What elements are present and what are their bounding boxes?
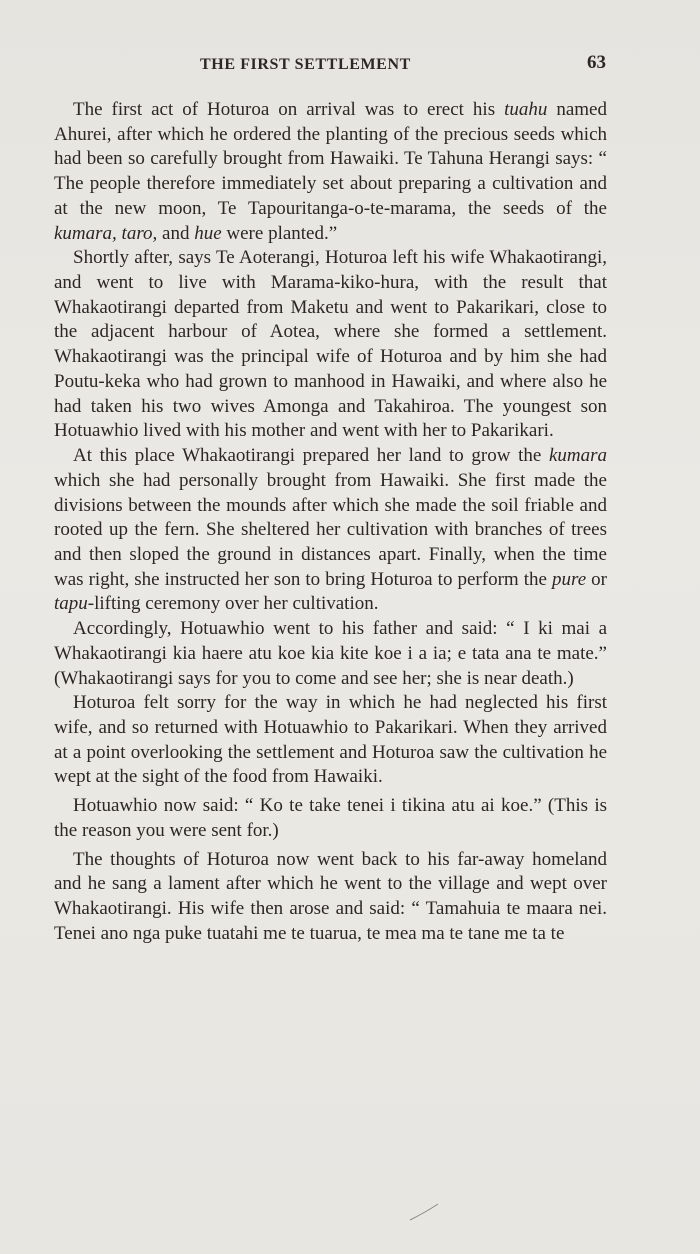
paragraph-1-italic-hue: hue	[194, 222, 222, 244]
page-number: 63	[587, 52, 606, 73]
paragraph-7: The thoughts of Hoturoa now went back to his far-away homeland and he sang a lament after which he went to the village and wept over Whakaotirangi. His wife then arose and said: “ Tamahuia te maara nei. Tenei ano nga puke tuatahi me te tuarua, te mea ma te tane me ta te	[54, 848, 607, 944]
paragraph-1-italic-kumara-taro: kumara, taro,	[54, 222, 158, 244]
paragraph-5: Hoturoa felt sorry for the way in which he had neglected his first wife, and so returned with Hotuawhio to Pakarikari. When they arrived at a point overlooking the settlement and Hoturoa saw the cultivation he wept at the sight of the food from Hawaiki.	[54, 692, 607, 788]
paragraph-1-text-a: The first act of Hoturoa on arrival was to erect his	[73, 99, 505, 120]
paragraph-1-text-b: named Ahurei, after which he ordered the planting of the precious seeds which had been so carefully brought from Hawaiki. Te Tahuna Herangi says: “ The people therefore immediately set about preparing a cultivation and at the new moon, Te Tapouritanga-o-te-marama, the seeds of the	[54, 99, 607, 219]
paragraph-3-text-b: which she had personally brought from Hawaiki. She first made the divisions between the mounds after which she made the soil friable and rooted up the fern. She sheltered her cultivation with branches of trees and then sloped the ground in distances apart. Finally, when the time was right, she instructed her son to bring Hoturoa to perform the	[54, 469, 607, 590]
pencil-mark-icon	[408, 1202, 440, 1222]
paragraph-3-italic-pure: pure	[552, 568, 587, 590]
paragraph-3-text-a: At this place Whakaotirangi prepared her land to grow the	[73, 445, 549, 467]
paragraph-1-text-d: were planted.”	[221, 222, 338, 244]
paragraph-1-italic-tuahu: tuahu	[504, 99, 548, 120]
paragraph-2: Shortly after, says Te Aoterangi, Hoturoa left his wife Whakaotirangi, and went to live with Marama-kiko-hura, with the result that Whakaotirangi departed from Maketu and went to Pakarikari, close to the adjacent harbour of Aotea, where she formed a settlement. Whakaotirangi was the principal wife of Hoturoa and by him she had Poutu-keka who had grown to manhood in Hawaiki, and where also he had taken his two wives Amonga and Takahiroa. The youngest son Hotuawhio lived with his mother and went with her to Pakarikari.	[54, 247, 607, 442]
paragraph-3-text-c: or	[586, 568, 608, 590]
running-title: THE FIRST SETTLEMENT	[200, 56, 411, 73]
paragraph-6: Hotuawhio now said: “ Ko te take tenei i tikina atu ai koe.” (This is the reason you were sent for.)	[54, 795, 607, 841]
paragraph-3-text-d: -lifting ceremony over her cultivation.	[87, 593, 379, 615]
paragraph-3-italic-kumara: kumara	[548, 445, 607, 467]
paragraph-1	[54, 98, 607, 246]
paragraph-4: Accordingly, Hotuawhio went to his father and said: “ I ki mai a Whakaotirangi kia haere atu koe kia kite koe i a ia; e tata ana te mate.” (Whakaotirangi says for you to come and see her; she is near death.)	[54, 618, 607, 689]
paragraph-3-italic-tapu: tapu	[54, 593, 88, 615]
paragraph-3	[54, 444, 607, 617]
body-text	[54, 98, 607, 946]
paragraph-1-text-c: and	[157, 222, 195, 244]
